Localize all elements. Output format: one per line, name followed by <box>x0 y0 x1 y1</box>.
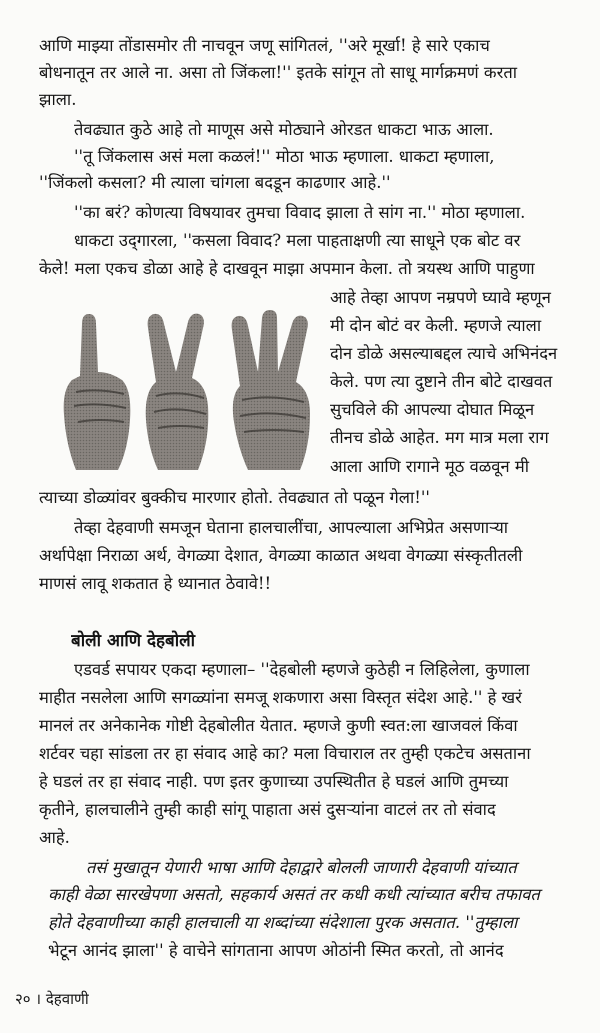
text-line: आहे तेव्हा आपण नम्रपणे घ्यावे म्हणून <box>330 288 551 307</box>
section-heading: बोली आणि देहबोली <box>71 631 196 651</box>
text-line: शर्टवर चहा सांडला तर हा संवाद आहे का? मला विचाराल तर तुम्ही एकटेच असताना <box>39 744 531 763</box>
text-line: बोधनातून तर आले ना. असा तो जिंकला!'' इतके सांगून तो साधू मार्गक्रमणं करता <box>39 63 518 82</box>
text-line: हे घडलं तर हा संवाद नाही. पण इतर कुणाच्या उपस्थितीत हे घडलं आणि तुमच्या <box>39 772 509 791</box>
text-line: धाकटा उद्‌गारला, ''कसला विवाद? मला पाहताक्षणी त्या साधूने एक बोट वर <box>74 231 521 250</box>
text-line: मी दोन बोटं वर केली. म्हणजे त्याला <box>330 316 542 335</box>
page-footer: २० । देहवाणी <box>15 990 89 1008</box>
text-line: माणसं लावू शकतात हे ध्यानात ठेवावे!! <box>39 574 272 593</box>
text-line: माहीत नसलेला आणि सगळ्यांना समजू शकणारा असा विस्तृत संदेश आहे.'' हे खरं <box>39 688 522 707</box>
text-line: त्याच्या डोळ्यांवर बुक्कीच मारणार होतो. तेवढ्यात तो पळून गेला!'' <box>39 488 430 507</box>
text-line: केले. पण त्या दुष्टाने तीन बोटे दाखवत <box>330 372 553 391</box>
text-line: काही वेळा सारखेपणा असतो, सहकार्य असतं तर कधी कधी त्यांच्यात बरीच तफावत <box>48 885 540 904</box>
text-line: झाला. <box>39 90 77 109</box>
text-line: कृतीने, हालचालीने तुम्ही काही सांगू पाहाता असं दुसऱ्यांना वाटलं तर तो संवाद <box>39 800 496 819</box>
text-line: सुचविले की आपल्या दोघात मिळून <box>330 400 535 419</box>
text-line: आणि माझ्या तोंडासमोर ती नाचवून जणू सांगितलं, ''अरे मूर्खा! हे सारे एकाच <box>39 36 490 55</box>
text-line: आला आणि रागाने मूठ वळवून मी <box>330 457 529 476</box>
text-line: ''जिंकलो कसला? मी त्याला चांगला बदडून काढणार आहे.'' <box>39 173 391 192</box>
three-finger-hand-icon <box>232 310 310 470</box>
text-line: तेव्हा देहवाणी समजून घेताना हालचालींचा, आपल्याला अभिप्रेत असणाऱ्या <box>74 518 509 537</box>
text-line: आहे. <box>39 828 70 847</box>
text-line: अर्थापेक्षा निराळा अर्थ, वेगळ्या देशात, वेगळ्या काळात अथवा वेगळ्या संस्कृतीतली <box>39 546 523 565</box>
text-line: ''तू जिंकलास असं मला कळलं!'' मोठा भाऊ म्हणाला. धाकटा म्हणाला, <box>74 147 495 166</box>
two-finger-hand-icon <box>146 314 209 470</box>
text-line: भेटून आनंद झाला'' हे वाचेने सांगताना आपण ओठांनी स्मित करतो, तो आनंद <box>48 941 504 960</box>
text-line: ''का बरं? कोणत्या विषयावर तुमचा विवाद झाला ते सांग ना.'' मोठा म्हणाला. <box>74 203 526 222</box>
text-line: मानलं तर अनेकानेक गोष्टी देहबोलीत येतात. म्हणजे कुणी स्वत:ला खाजवलं किंवा <box>39 716 518 735</box>
one-finger-hand-icon <box>64 314 131 470</box>
text-line: दोन डोळे असल्याबद्दल त्याचे अभिनंदन <box>330 344 558 363</box>
text-line: तीनच डोळे आहेत. मग मात्र मला राग <box>330 428 549 447</box>
text-line: होते देहवाणीच्या काही हालचाली या शब्दांच्या संदेशाला पुरक असतात. ''तुम्हाला <box>48 913 518 932</box>
text-line: तसं मुखातून येणारी भाषा आणि देहाद्वारे बोलली जाणारी देहवाणी यांच्यात <box>86 858 517 877</box>
text-line: तेवढ्यात कुठे आहे तो माणूस असे मोठ्याने ओरडत धाकटा भाऊ आला. <box>74 120 494 139</box>
hand-gestures-illustration <box>58 310 320 476</box>
text-line: केले! मला एकच डोळा आहे हे दाखवून माझा अपमान केला. तो त्रयस्थ आणि पाहुणा <box>39 259 535 278</box>
text-line: एडवर्ड सपायर एकदा म्हणाला– ''देहबोली म्हणजे कुठेही न लिहिलेला, कुणाला <box>74 660 530 679</box>
